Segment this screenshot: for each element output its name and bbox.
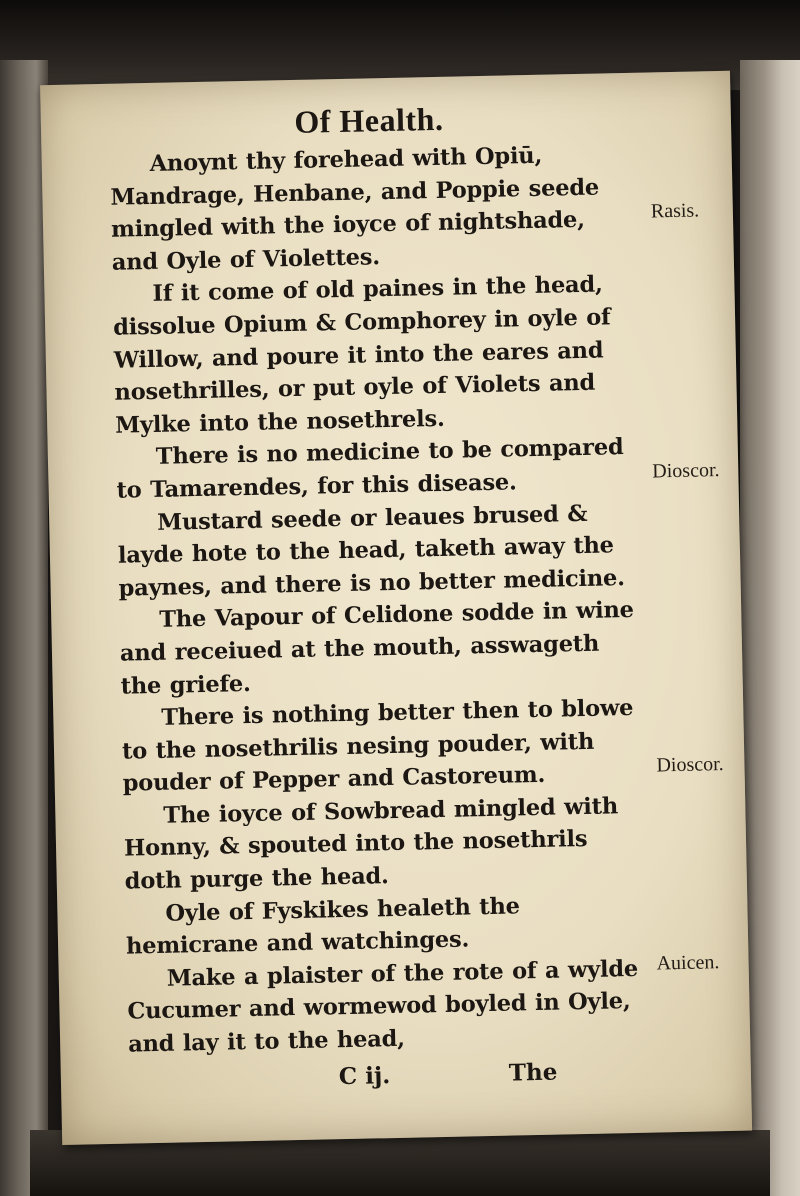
paragraph-2: If it come of old paines in the head, dissolue Opium & Comphorey in oyle of Willow, and poure it into the eares and nosethrilles, or put oyle of Violets and Mylke into the nosethrels. — [112, 271, 611, 439]
paragraph-1: Anoynt thy forehead with Opiū, Mandrage, Henbane, and Poppie seede mingled with the ioyce of nightshade, and Oyle of Violettes. — [110, 142, 600, 276]
page-footer — [129, 1056, 650, 1103]
book-page — [40, 71, 752, 1145]
text-block — [109, 97, 650, 1103]
paragraph-4: Mustard seede or leaues brused & layde hote to the head, taketh away the paynes, and there is no better medicine. — [117, 500, 626, 602]
running-head: Of Health. — [294, 100, 444, 140]
paragraph-3: There is no medicine to be compared to Tamarendes, for this disease. — [116, 434, 624, 504]
signature-mark: C ij. — [338, 1061, 391, 1090]
sidenote-dioscor-1: Dioscor. — [652, 459, 720, 483]
sidenote-auicen: Auicen. — [656, 951, 720, 975]
paragraph-5: The Vapour of Celidone sodde in wine and receiued at the mouth, asswageth the griefe. — [119, 597, 634, 700]
paragraph-8: Oyle of Fyskikes healeth the hemicrane and watchinges. — [125, 893, 520, 960]
paragraph-9: Make a plaister of the rote of a wylde Cucumer and wormewod boyled in Oyle, and lay it to the head, — [127, 955, 639, 1058]
catchword: The — [508, 1058, 558, 1087]
paragraph-6: There is nothing better then to blowe to the nosethrilis nesing pouder, with pouder of Pepper and Castoreum. — [121, 695, 634, 797]
scan-background-left — [0, 60, 48, 1196]
paragraph-7: The ioyce of Sowbread mingled with Honny, & spouted into the nosethrils doth purge the head. — [123, 793, 619, 895]
sidenote-rasis: Rasis. — [650, 199, 700, 223]
sidenote-dioscor-2: Dioscor. — [656, 753, 724, 777]
